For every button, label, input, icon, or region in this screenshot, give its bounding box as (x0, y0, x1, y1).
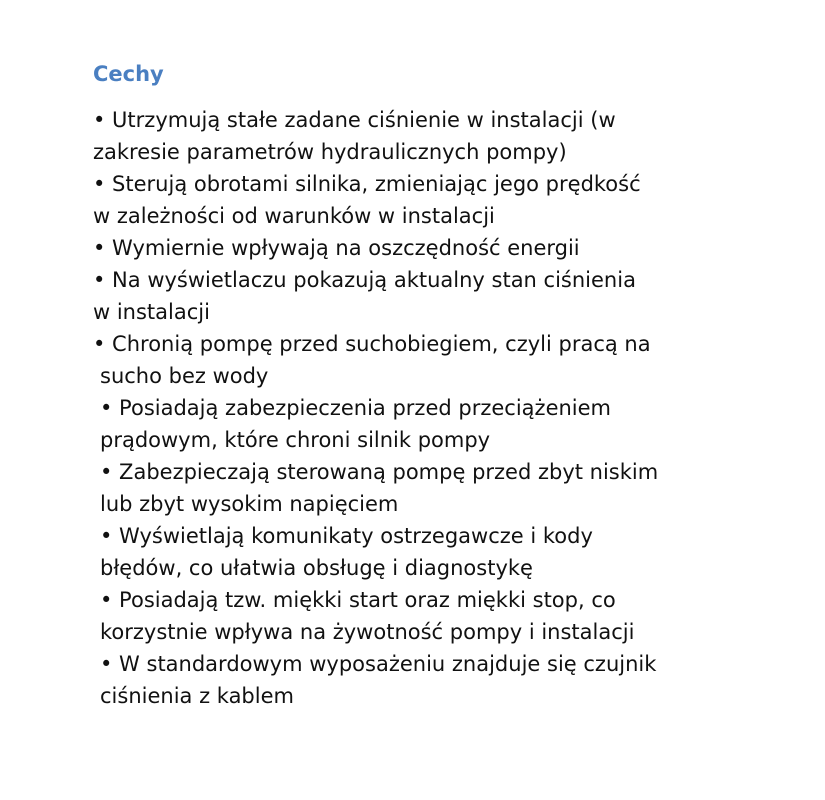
feature-line: sucho bez wody (100, 364, 269, 388)
feature-line: w zależności od warunków w instalacji (93, 204, 495, 228)
feature-line: błędów, co ułatwia obsługę i diagnostykę (100, 556, 533, 580)
feature-item (93, 648, 793, 712)
feature-item (93, 456, 793, 520)
feature-line: w instalacji (93, 300, 210, 324)
feature-line: prądowym, które chroni silnik pompy (100, 428, 491, 452)
features-section (93, 58, 793, 712)
feature-line: • W standardowym wyposażeniu znajduje się czujnik (100, 652, 657, 676)
feature-item (93, 328, 793, 392)
feature-line: • Wyświetlają komunikaty ostrzegawcze i kody (100, 524, 593, 548)
feature-line: • Sterują obrotami silnika, zmieniając jego prędkość (93, 172, 641, 196)
feature-item (93, 104, 793, 168)
section-heading: Cechy (93, 62, 164, 86)
feature-line: ciśnienia z kablem (100, 684, 294, 708)
feature-line: • Utrzymują stałe zadane ciśnienie w instalacji (w (93, 108, 616, 132)
feature-line: korzystnie wpływa na żywotność pompy i instalacji (100, 620, 635, 644)
feature-item (93, 232, 793, 264)
features-list (93, 104, 793, 712)
feature-line: zakresie parametrów hydraulicznych pompy) (93, 140, 567, 164)
feature-line: • Wymiernie wpływają na oszczędność energii (93, 236, 580, 260)
feature-line: lub zbyt wysokim napięciem (100, 492, 399, 516)
feature-line: • Chronią pompę przed suchobiegiem, czyli pracą na (93, 332, 651, 356)
feature-item (93, 520, 793, 584)
feature-item (93, 264, 793, 328)
feature-item (93, 392, 793, 456)
feature-item (93, 584, 793, 648)
feature-line: • Na wyświetlaczu pokazują aktualny stan ciśnienia (93, 268, 636, 292)
feature-line: • Posiadają zabezpieczenia przed przeciążeniem (100, 396, 612, 420)
feature-item (93, 168, 793, 232)
feature-line: • Posiadają tzw. miękki start oraz miękki stop, co (100, 588, 616, 612)
feature-line: • Zabezpieczają sterowaną pompę przed zbyt niskim (100, 460, 659, 484)
